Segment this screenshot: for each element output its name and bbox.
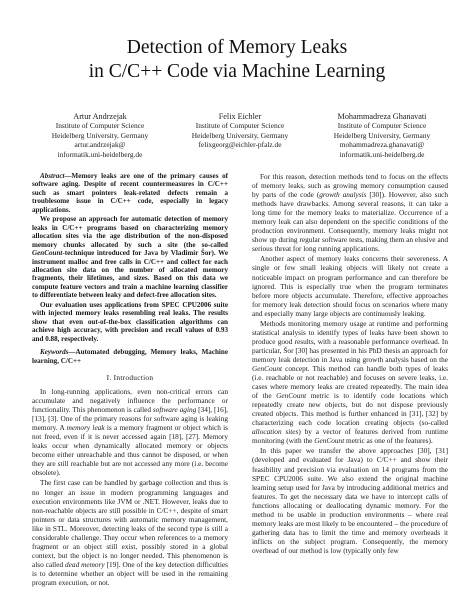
right-paragraph-3 [252,319,448,446]
author-email-cont: informatik.uni-heidelberg.de [57,149,143,159]
keywords [32,348,228,365]
abstract [32,172,228,343]
author-block [0,112,474,162]
body-term: memory leak [66,423,105,433]
title-line-2: in C/C++ Code via Machine Learning [88,61,386,82]
abstract-term: GenCount [32,249,63,258]
author-2 [170,112,310,150]
body-term: GenCount [276,391,307,401]
author-email-cont: informatik.uni-heidelberg.de [339,149,425,159]
body-term: allocation sites [252,427,299,437]
section-heading-introduction: I. Introduction [106,372,154,382]
body-term: growth analysis [319,190,367,200]
intro-paragraph-2 [32,478,228,587]
abstract-label: Abstract [40,172,65,180]
body-text: For this reason, detection methods tend to focus on the effects of memory leaks, such as growing memory consumption caused by parts of the code ( [252,172,448,200]
author-dept: Institute of Computer Science [55,121,145,131]
author-dept: Institute of Computer Science [195,121,285,131]
body-text: In long-running applications, even non-critical errors can accumulate and negatively influence the performance or functionality. This phenomenon is called [32,387,228,415]
author-email: artur.andrzejak@ [74,140,126,150]
body-text: [19]. One of the key detection difficulties is to determine whether an object will be used in the remaining program execution, or not. [32,559,229,587]
title-line-1: Detection of Memory Leaks [126,37,348,58]
abstract-paragraph-2 [32,215,228,300]
abstract-text: Our evaluation uses applications from SPEC CPU2006 suite with injected memory leaks resembling real leaks. The results show that even out-of-the-box classification algorithms can achieve high accuracy, with precision and recall values of 0.93 and 0.88, respectively. [32,300,228,343]
abstract-text: We propose an approach for automatic detection of memory leaks in C/C++ programs based on characterizing memory allocation sites via the age distribution of the non-disposed memory chunks allocated by such a site (the so-called [32,215,228,249]
body-text: metric is to identify code locations which repeatedly create new objects, but do not dispose previously created objects. This method is further enhanced in [31], [32] by characterizing each code location creating objects (so-called [252,391,448,428]
body-text: is a memory fragment or object which is not freed, even if it is never accessed again [18], [27]. Memory leaks occur when dynamically allocated memory or objects become either unreachable and thus cannot be disposed, or when they are still reachable but are not accessed any more (i.e. become obsolete). [32,423,229,478]
right-paragraph-1 [252,172,448,253]
abstract-text: —Memory leaks are one of the primary causes of software aging. Despite of recent countermeasures in C/C++ such as smart pointers leak-related defects remain a troublesome issue in C/C++ code, especially in legacy applications. [32,172,228,214]
abstract-paragraph-1 [32,172,228,214]
author-name: Mohammadreza Ghanavati [337,112,427,121]
abstract-text: -technique introduced for Java by Vladimír Šor). We instrument malloc and free calls in C/C++ and collect for each allocation site data on the number of allocated memory fragments, their lifetimes, and sizes. Based on this data we compute feature vectors and train a machine learning classifier to differentiate between leaky and defect-free allocation sites. [32,249,228,300]
abstract-paragraph-3 [32,301,228,343]
author-email: mohammadreza.ghanavati@ [339,140,425,150]
intro-paragraph-1 [32,387,228,477]
body-text: [34], [16], [13], [3]. One of the primary reasons for software aging is leaking memory. A [32,405,228,433]
keywords-text: —Automated debugging, Memory leaks, Machine learning, C/C++ [32,348,228,365]
right-column [252,172,448,555]
body-term: GenCount [314,436,345,446]
author-dept: Institute of Computer Science [337,121,427,131]
body-text: [30]). However, also such methods have drawbacks. Among several reasons, it can take a long time for the memory leaks to materialize. Occurrence of a memory leak can also dependent on the specific conditions of the production environment. Consequently, memory leaks might not show up during regular software tests, making them an elusive and serious threat for long running applications. [252,190,448,254]
left-column [32,172,228,587]
body-text: Methods monitoring memory usage at runtime and performing statistical analysis to identify types of leaks have been shown to produce good results, with a reasonable performance overhead. In particular, Šor [30] has presented in his PhD thesis an approach for memory leak detection in Java using growth analysis based on the [252,318,448,364]
body-text: metric as one of the features). [344,436,433,446]
body-text: concept. This method can handle both types of leaks (i.e. reachable or not reachable) and focuses on severe leaks, i.e. cases where memory leaks are created repeatedly. The main idea of the [252,363,448,401]
body-text: ) by a vector of features derived from runtime monitoring (with the [252,427,448,446]
body-term: software aging [152,405,197,415]
right-paragraph-2: Another aspect of memory leaks concerns their severeness. A single or few small leaking objects will likely not create a noticeable impact on program performance and can therefore be ignored. This is especially true when the program terminates before more objects accumulate. Therefore, effective approaches for memory leak detection should focus on scenarios where many and especially many large objects are continuously leaking. [252,254,448,318]
author-affiliation: Heidelberg University, Germany [191,130,289,140]
author-3 [312,112,452,159]
author-affiliation: Heidelberg University, Germany [333,130,431,140]
author-name: Felix Eichler [218,112,262,121]
right-paragraph-4: In this paper we transfer the above approaches [30], [31] (developed and evaluated for Java) to C/C++ and show their feasibility and precision via evaluation on 14 programs from the SPEC CPU2006 suite. We also extend the original machine learning setup used for Java by introducing additional metrics and features. To get the necessary data we have to intercept calls of functions allocating or deallocating dynamic memory. For the method to be usable in production environments – where real memory leaks are most likely to be encountered – the procedure of gathering data has to limit the time and memory overheads it inflicts on the subject program. Consequently, the memory overhead of our method is low (typically only few [252,446,448,555]
author-affiliation: Heidelberg University, Germany [51,130,149,140]
body-text: The first case can be handled by garbage collection and thus is no longer an issue in modern programming languages and execution environments like JVM or .NET. However, leaks due to non-reachable objects are still possible in C/C++, despite of smart pointers or data structures with automatic memory management, like in STL. Moreover, detecting leaks of the second type is still a considerable challenge. They occur when references to a memory fragment or an object still exist, possibly stored in a global context, but the object is no longer needed. This phenomenon is also called [32,478,228,569]
author-email: felixgeorg@eichler-pfalz.de [198,140,282,150]
body-term: dead memory [65,559,105,569]
paper-title [0,36,474,84]
body-term: GenCount [252,363,282,373]
author-name: Artur Andrzejak [73,112,127,121]
keywords-label: Keywords [40,348,69,357]
author-1 [30,112,170,159]
